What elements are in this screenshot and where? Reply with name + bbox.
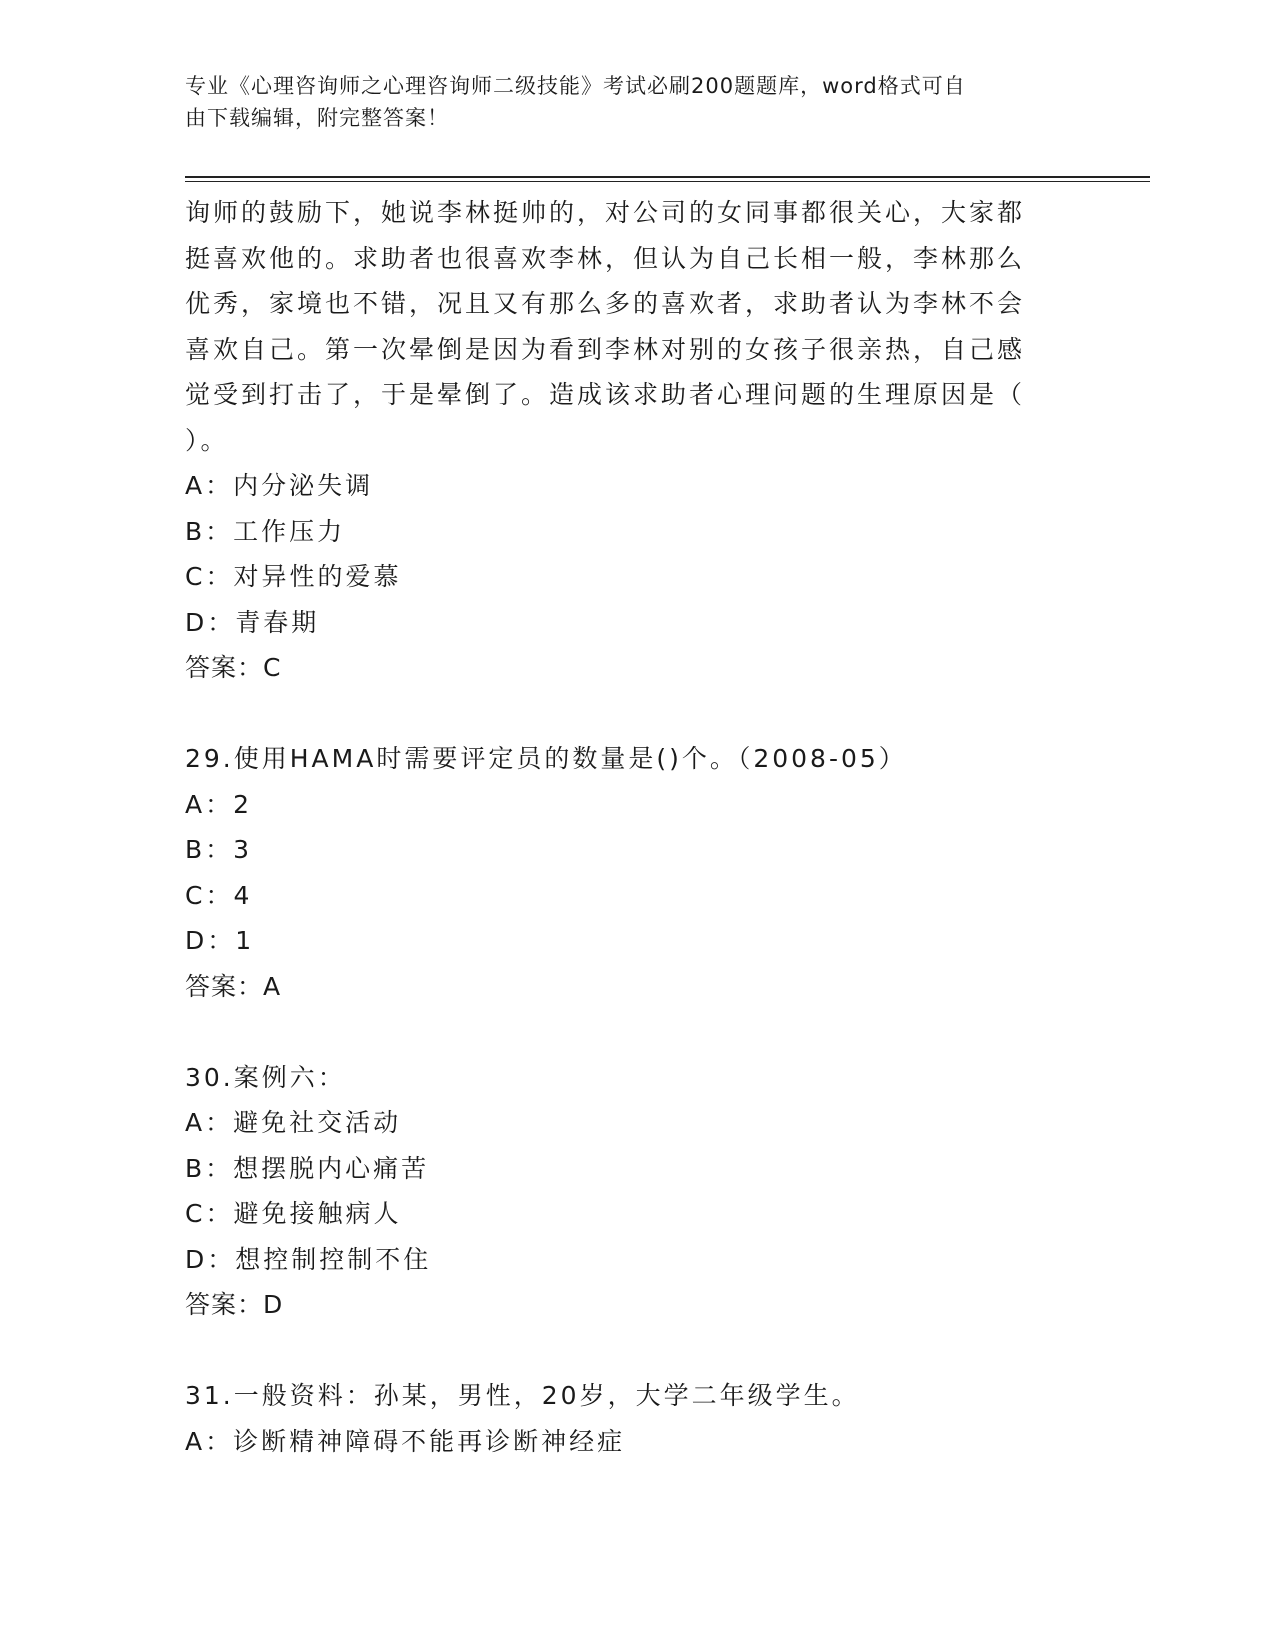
question-30 (185, 1055, 1085, 1328)
question-spacer (185, 691, 1085, 737)
option-c: C：4 (185, 880, 253, 910)
answer-line: 答案：C (185, 653, 282, 682)
question-stem: 30.案例六： (185, 1062, 346, 1092)
option-a: A：2 (185, 789, 253, 819)
option-a: A：内分泌失调 (185, 471, 374, 500)
question-stem: 29.使用HAMA时需要评定员的数量是()个。（2008-05） (185, 744, 907, 773)
option-a: A：诊断精神障碍不能再诊断神经症 (185, 1426, 626, 1456)
question-stem: 31.一般资料：孙某，男性，20岁，大学二年级学生。 (185, 1381, 860, 1410)
question-stem-line: 优秀，家境也不错，况且又有那么多的喜欢者，求助者认为李林不会 (185, 289, 1026, 318)
question-stem-line: 觉受到打击了，于是晕倒了。造成该求助者心理问题的生理原因是（ (185, 380, 1026, 409)
answer-line: 答案：D (185, 1290, 284, 1319)
option-a: A：避免社交活动 (185, 1108, 402, 1137)
header-rule-thick (185, 176, 1150, 178)
question-stem-line: ）。 (185, 425, 229, 455)
option-b: B：3 (185, 835, 253, 864)
option-c: C：避免接触病人 (185, 1199, 402, 1228)
question-content (185, 190, 1085, 1464)
header-line-2: 由下载编辑，附完整答案！ (185, 106, 449, 130)
option-c: C：对异性的爱慕 (185, 562, 402, 591)
question-28 (185, 190, 1085, 691)
question-spacer (185, 1328, 1085, 1374)
answer-line: 答案：A (185, 971, 282, 1001)
page-header (185, 70, 1065, 134)
question-31 (185, 1373, 1085, 1464)
header-line-1: 专业《心理咨询师之心理咨询师二级技能》考试必刷200题题库，word格式可自 (185, 74, 966, 98)
question-stem-line: 喜欢自己。第一次晕倒是因为看到李林对别的女孩子很亲热，自己感 (185, 334, 1026, 364)
question-spacer (185, 1009, 1085, 1055)
question-stem-line: 挺喜欢他的。求助者也很喜欢李林，但认为自己长相一般，李林那么 (185, 243, 1026, 273)
option-b: B：工作压力 (185, 516, 346, 546)
question-stem-line: 询师的鼓励下，她说李林挺帅的，对公司的女同事都很关心，大家都 (185, 198, 1026, 227)
option-d: D：想控制控制不住 (185, 1244, 432, 1274)
option-b: B：想摆脱内心痛苦 (185, 1153, 430, 1183)
question-29 (185, 736, 1085, 1009)
option-d: D：青春期 (185, 607, 320, 637)
option-d: D：1 (185, 926, 255, 955)
header-rule-thin (185, 181, 1150, 182)
